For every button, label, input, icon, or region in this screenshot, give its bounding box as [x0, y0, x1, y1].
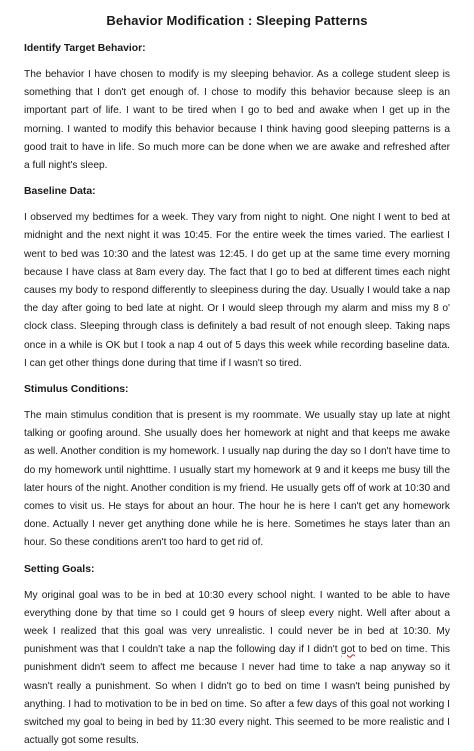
section-body: I observed my bedtimes for a week. They vary from night to night. One night I went to bed at midnight and the next night it was 10:45. For the entire week the times varied. The earliest I went to bed was 10:30 and the latest was 12:45. I do get up at the same time every morning because I have class at 8am every day. The fact that I go to bed at different times each night causes my body to respond differently to sleepiness during the day. Usually I would take a nap the day after going to bed late at night. Or I would sleep through my alarm and miss my 8 o' clock class. Sleeping through class is definitely a bad result of not enough sleep. Taking naps once in a while is OK but I took a nap 4 out of 5 days this week while recording baseline data. I can get other things done during that time if I wasn't so tired.	[24, 212, 450, 369]
document-title: Behavior Modification : Sleeping Patterns	[106, 13, 368, 28]
section-baseline-data	[24, 185, 450, 373]
section-heading: Identify Target Behavior:	[24, 43, 146, 54]
section-body: The main stimulus condition that is present is my roommate. We usually stay up late at night talking or goofing around. She usually does her homework at night and that keeps me awake as well. Another condition is my homework. I usually nap during the day so I don't have time to do my homework until nighttime. I usually start my homework at 9 and it keeps me busy till the later hours of the night. Another condition is my friend. He usually gets off of work at 10:30 and comes to visit us. He stays for about an hour. The hour he is here I can't get any homework done. Actually I never get anything done while he is here. Sometimes he stays later than an hour. So these conditions aren't too hard to get rid of.	[24, 410, 450, 549]
section-heading: Baseline Data:	[24, 186, 96, 198]
section-identify-target-behavior	[24, 42, 450, 175]
section-body: The behavior I have chosen to modify is my sleeping behavior. As a college student sleep is something that I don't get enough of. I chose to modify this behavior because sleep is an important part of life. I want to be tired when I go to bed and awake when I get up in the morning. I wanted to modify this behavior because I think having good sleeping patterns is a good trait to have in life. So much more can be done when we are awake and refreshed after a full night's sleep.	[24, 69, 450, 172]
section-heading: Setting Goals:	[24, 563, 95, 575]
section-heading: Stimulus Conditions:	[24, 384, 129, 396]
spellcheck-flagged-word: got	[340, 644, 356, 656]
body-text-before: My original goal was to be in bed at 10:30 every school night. I wanted to be able to have everything done by that time so I could get 9 hours of sleep every night. Well after about a week I realized that this goal was very unrealistic. I could never be in bed at 10:30. My punishment was that I couldn't take a nap the following day if I didn't	[24, 589, 450, 656]
body-text-after: to bed on time. This punishment didn't seem to affect me because I never had time to take a nap anyway so it wasn't really a punishment. So when I didn't go to bed on time I wasn't being punished by anything. I had to motivation to be in bed on time. So after a few days of this goal not working I switched my goal to being in bed by 11:30 every night. This seemed to be more realistic and I actually got some results.	[24, 644, 450, 747]
section-setting-goals	[24, 563, 450, 751]
section-body	[24, 587, 450, 751]
section-stimulus-conditions	[24, 383, 450, 553]
